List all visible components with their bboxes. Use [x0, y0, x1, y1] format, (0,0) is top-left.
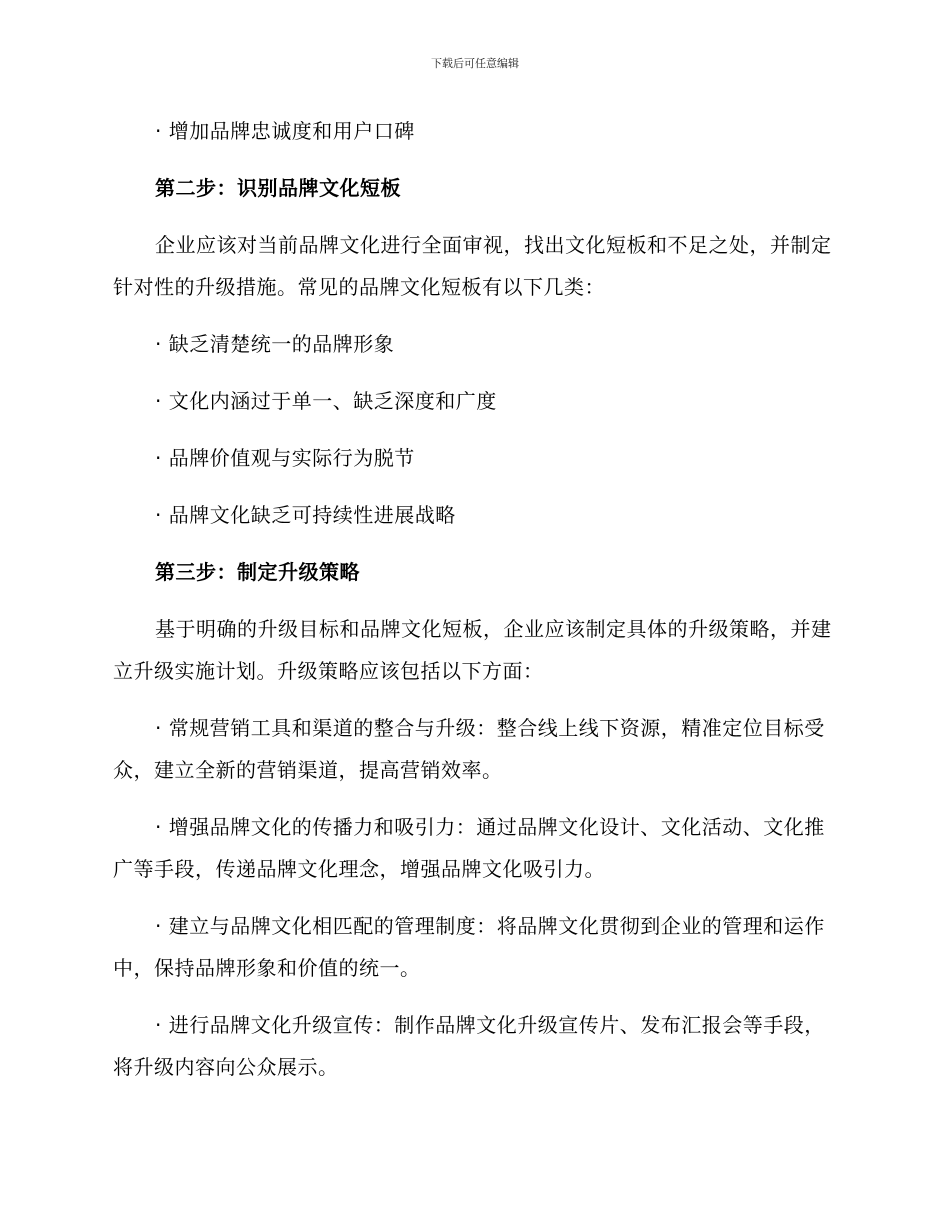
- bullet-item: · 品牌文化缺乏可持续性进展战略: [155, 503, 456, 527]
- bullet-item: · 缺乏清楚统一的品牌形象: [155, 332, 395, 356]
- bullet-item: · 建立与品牌文化相匹配的管理制度：将品牌文化贯彻到企业的管理和运作中，保持品牌形象和价值的统一。: [113, 914, 825, 980]
- section-heading: 第二步：识别品牌文化短板: [155, 176, 401, 200]
- section-heading: 第三步：制定升级策略: [155, 560, 360, 584]
- page-header: 下载后可任意编辑: [431, 57, 519, 70]
- bullet-item: · 常规营销工具和渠道的整合与升级：整合线上线下资源，精准定位目标受众，建立全新的营销渠道，提高营销效率。: [113, 716, 825, 782]
- bullet-item: · 增强品牌文化的传播力和吸引力：通过品牌文化设计、文化活动、文化推广等手段，传递品牌文化理念，增强品牌文化吸引力。: [113, 815, 825, 881]
- paragraph: 企业应该对当前品牌文化进行全面审视，找出文化短板和不足之处，并制定针对性的升级措施。常见的品牌文化短板有以下几类：: [113, 233, 832, 299]
- bullet-item: · 进行品牌文化升级宣传：制作品牌文化升级宣传片、发布汇报会等手段，将升级内容向公众展示。: [113, 1013, 825, 1079]
- bullet-item: · 文化内涵过于单一、缺乏深度和广度: [155, 389, 497, 413]
- document-body: [113, 110, 833, 1103]
- bullet-item: · 品牌价值观与实际行为脱节: [155, 446, 415, 470]
- bullet-item: · 增加品牌忠诚度和用户口碑: [155, 119, 415, 143]
- paragraph: 基于明确的升级目标和品牌文化短板，企业应该制定具体的升级策略，并建立升级实施计划。升级策略应该包括以下方面：: [113, 617, 832, 683]
